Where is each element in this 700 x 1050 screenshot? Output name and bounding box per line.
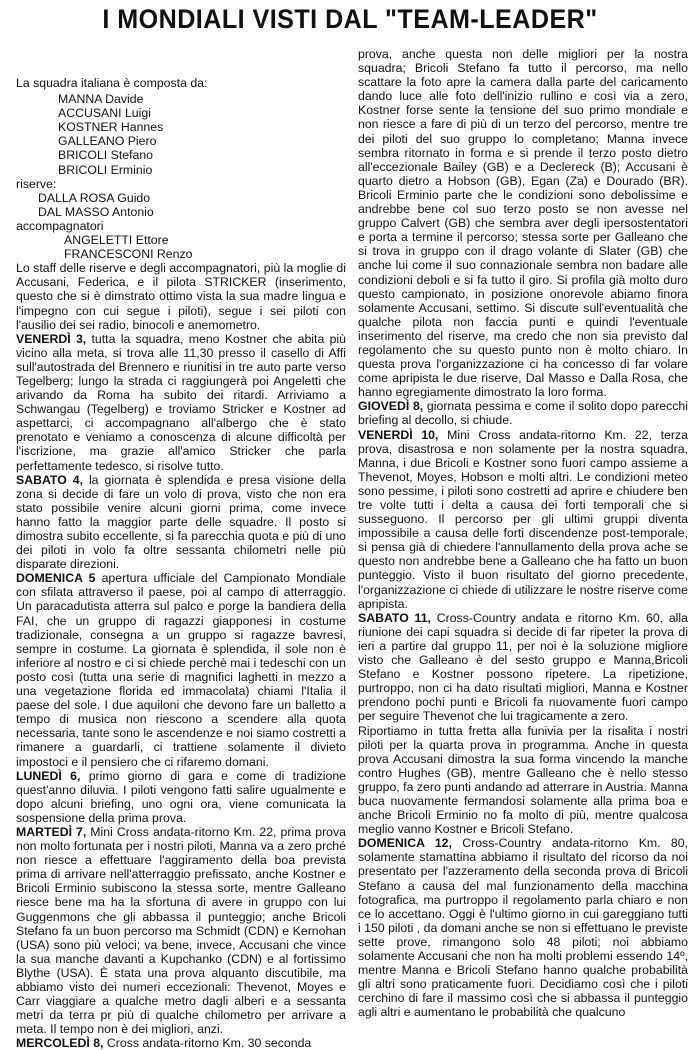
day-heading: VENERDÌ 3, bbox=[16, 331, 87, 346]
day-heading: SABATO 11, bbox=[358, 610, 431, 625]
paragraph-sabato-11 bbox=[358, 611, 688, 724]
paragraph-text: la giornata è splendida e presa visione della zona si decide di fare un volo di prova, visto che non era stato possibile venire alcuni giorni prima, come invece hanno fatto la maggior parte delle squadre. Il posto si dimostra subito eccellente, si fa parecchia quota e più di uno dei piloti in volo fa oltre sessanta chilometri nelle più disparate direzioni. bbox=[16, 472, 346, 572]
team-member: ACCUSANI Luigi bbox=[58, 106, 151, 121]
roster-intro: La squadra italiana è composta da: bbox=[16, 76, 208, 90]
reserve-member: DAL MASSO Antonio bbox=[38, 204, 154, 219]
team-member: KOSTNER Hannes bbox=[58, 120, 164, 135]
paragraph-text: Mini Cross andata-ritorno Km. 22, prima prova non molto fortunata per i nostri piloti, Manna va a zero prché non riesce a effettuare l'aggiramento della boa prevista prima di arrivare nell'atterraggio prefissato, anche Kostner e Bricoli Erminio subiscono la stessa sorte, mentre Galleano riesce bene ma ha la sfortuna di avere in gruppo con lui Guggenmons che gli abbassa il punteggio; anche Bricoli Stefano fa un buon percorso ma Schmidt (CDN) e Kernohan (USA) sono più veloci; va bene, invece, Accusani che vince la sua manche davanti a Kupchanko (CDN) e al fortissimo Blythe (USA). È stata una prova alquanto discutibile, ma abbiamo visto dei numeri eccezionali: Thevenot, Moyes e Carr viaggiare a qualche metro dagli alberi e a sessanta metri da terra pr più di qualche chilometro per arrivare a meta. Il tempo non è dei migliori, anzi. bbox=[16, 824, 346, 1037]
paragraph-text: Mini Cross andata-ritorno Km. 22, terza prova, disastrosa e non solamente per la nostra squadra, Manna, i due Bricoli e Kostner sono fuori campo assieme a Thevenot, Moyes, Hobson e molti altri. Le condizioni meteo sono pessime, i piloti sono costretti ad aprire e chiudere ben tre volte tutti i delta a causa dei forti temporali che si susseguono. Il percorso per gli ultimi gruppi diventa impossibile a causa delle forti discendenze post-temporale, si pensa già di chiedere l'annullamento della prova ache se questo non andrebbe bene a Galleano che ha fatto un buon punteggio. Visto il buon risultato del giorno precedente, l'organizzazione ci chiede di utilizzare le nostre riserve come apripista. bbox=[358, 427, 688, 611]
article-headline: I MONDIALI VISTI DAL "TEAM-LEADER" bbox=[102, 4, 598, 34]
paragraph-text: prova, anche questa non delle migliori per la nostra squadra; Bricoli Stefano fa tutto il percorso, ma nello scattare la foto apre la camera dalla parte del caricamento dando luce alle foto dell'inizio rullino e così via a zero, Kostner forse sente la tensione del suo primo mondiale e non riesce a fare di più di un terzo del percorso, mentre tre dei piloti del suo gruppo lo completano; Manna invece sembra ritornato in forma e si prende il terzo posto dietro all'eccezionale Bailey (GB) e a Declereck (B); Accusani è quarto dietro a Hobson (GB), Egan (Za) e Dourado (BR). Bricoli Erminio parte che le condizioni sono debolissime e andrebbe bene col suo terzo posto se non avesse nel gruppo Calvert (GB) che sembra aver degli ipersostentatori e porta a termine il percorso; stessa sorte per Galleano che si trova in gruppo con il drago volante di Slater (GB) che anche lui come il suo connazionale sembra non badare alle condizioni deboli e si fa tutto il giro. Si profila già molto duro questo campionato, in posizione onorevole abiamo finora solamente Accusani, settimo. Si discute sull'eventualità che qualche pilota non faccia punti e quindi l'eventuale inserimento del riserve, ma credo che non sia previsto dal regolamento che su questo punto non è molto chiaro. In questa prova l'organizzazione ci ha concesso di far volare come apripista le due riserve, Dal Masso e Dalla Rosa, che hanno egregiamente dimostrato la loro forma. bbox=[358, 47, 688, 400]
companion-member: FRANCESCONI Renzo bbox=[64, 247, 193, 262]
left-column bbox=[16, 76, 346, 1050]
paragraph-staff bbox=[16, 261, 346, 331]
paragraph-text: Cross-Country andata e ritorno Km. 60, alla riunione dei capi squadra si decide di far ripeter la prova di ieri a partire dal gruppo 11, per noi è la soluzione migliore visto che Galleano è del sesto gruppo e Manna,Bricoli Stefano e Kostner possono ripetere. La ripetizione, purtroppo, non ci ha dato risultati migliori, Manna e Kostner prendono pochi punti e Bricoli fa nuovamente fuori campo per seguire Thevenot che lui tragicamente a zero. bbox=[358, 610, 688, 724]
paragraph-lunedi-6 bbox=[16, 769, 346, 825]
day-heading: MERCOLEDÌ 8, bbox=[16, 1036, 104, 1050]
paragraph-venerdi-10 bbox=[358, 428, 688, 611]
day-heading: SABATO 4, bbox=[16, 472, 83, 487]
paragraph-mercoledi-8 bbox=[16, 1036, 346, 1050]
team-member: GALLEANO Piero bbox=[58, 134, 157, 149]
day-heading: VENERDÌ 10, bbox=[358, 427, 439, 442]
team-roster bbox=[16, 92, 346, 261]
team-member: BRICOLI Erminio bbox=[58, 162, 153, 177]
companions-label: accompagnatori bbox=[16, 218, 104, 233]
team-member: BRICOLI Stefano bbox=[58, 148, 154, 163]
paragraph-venerdi-3 bbox=[16, 332, 346, 473]
paragraph-mercoledi-8-cont bbox=[358, 47, 688, 399]
paragraph-text: giornata pessima e come il solito dopo parecchi briefing al decollo, si chiude. bbox=[358, 399, 688, 428]
paragraph-text: Cross-Country andata-ritorno Km. 80, solamente stamattina abbiamo il risultato del ricorso da noi presentato per l'azzeramento della seconda prova di Bricoli Stefano a causa del mal funzionamento della macchina fotografica, ma purtroppo il regolamento parla chiaro e non ce lo accettano. Oggi è l'ultimo giorno in cui gareggiano tutti i 150 piloti , da domani anche se non si effettuano le previste sette prove, rimangono solo 48 piloti; noi abbiamo solamente Accusani che non ha molti problemi essendo 14º, mentre Manna e Bricoli Stefano hanno qualche probabilità gli altri sono praticamente fuori. Decidiamo così che i piloti cerchino di fare il massimo così che si abbassa il punteggio agli altri e aumentano le probabilità che qualcuno bbox=[358, 836, 688, 1020]
day-heading: GIOVEDÌ 8, bbox=[358, 399, 424, 414]
paragraph-text: primo giorno di gara e come di tradizione quest'anno diluvia. I piloti vengono fatti salire ugualmente e dopo alcuni briefing, uno ogni ora, viene comunicata la sospensione della prima prova. bbox=[16, 768, 346, 825]
day-heading: MARTEDÌ 7, bbox=[16, 824, 87, 839]
day-heading: DOMENICA 12, bbox=[358, 836, 452, 851]
reserve-member: DALLA ROSA Guido bbox=[38, 190, 151, 205]
paragraph-text: Cross andata-ritorno Km. 30 seconda bbox=[103, 1036, 312, 1050]
paragraph-sabato-4 bbox=[16, 473, 346, 572]
day-heading: LUNEDÌ 6, bbox=[16, 768, 81, 783]
right-column bbox=[358, 47, 688, 1019]
paragraph-martedi-7 bbox=[16, 825, 346, 1036]
paragraph-text: Lo staff delle riserve e degli accompagnatori, più la moglie di Accusani, Federica, e il pilota STRICKER (inserimento, questo che si è dimstrato ottimo vista la sua madre lingua e l'impegno con cui segue i piloti), segue i sei piloti con l'ausilio dei sei radio, binocoli e anemometro. bbox=[16, 261, 346, 332]
paragraph-quarta-prova bbox=[358, 724, 688, 837]
paragraph-text: apertura ufficiale del Campionato Mondiale con sfilata attraverso il paese, poi al campo di atterraggio. Un paracadutista atterra sul palco e porge la bandiera della FAI, che un gruppo di ragazzi giapponesi in costume tradizionale, consegna a un gruppo si ragazze bavresi, sempre in costume. La giornata è splendida, il sole non è inferiore al nostro e ci si chiede perchè mai i tedeschi con un posto così (tutta una serie di magnifici laghetti in mezzo a una vegetazione florida ed immacolata) chiami l'Italia il paese del sole. I due aquiloni che devono fare un balletto a tempo di musica non riescono a scendere alla quota necessaria, tante sono le ascendenze e noi siamo costretti a rimanere a guardarli, ci trattiene solamente il divieto impostoci e il pensiero che ci rifaremo domani. bbox=[16, 571, 346, 769]
team-member: MANNA Davide bbox=[58, 92, 144, 107]
companion-member: ANGELETTI Ettore bbox=[64, 233, 169, 248]
paragraph-domenica-5 bbox=[16, 571, 346, 768]
day-heading: DOMENICA 5 bbox=[16, 571, 96, 586]
paragraph-text: tutta la squadra, meno Kostner che abita più vicino alla meta, si trova alle 11,30 presso il casello di Affi sull'autostrada del Brennero e riunitisi in tre auto parte verso Tegelberg; lungo la strada ci raggiungerà poi Angeletti che arivando da Roma ha subito dei ritardi. Arriviamo a Schwangau (Tegelberg) e troviamo Stricker e Kostner ad aspettarci, ci accompagnano all'albergo che è stato prenotato e veniamo a conoscenza di alcune difficoltà per l'iscrizione, ma grazie all'amico Stricker che parla perfettamente tedesco, si risolve tutto. bbox=[16, 331, 346, 473]
paragraph-text: Riportiamo in tutta fretta alla funivia per la risalita i nostri piloti per la quarta prova in programma. Anche in questa prova Accusani dimostra la sua forma vincendo la manche contro Hughes (GB), mentre Galleano che è nello stesso gruppo, fa zero punti andando ad atterrare in Austria. Manna buca nuovamente fermandosi solamente alla prima boa e anche Bricoli Erminio no fa molto di più, mentre qualcosa meglio vanno Kostner e Bricoli Stefano. bbox=[358, 723, 688, 837]
reserves-label: riserve: bbox=[16, 176, 57, 191]
paragraph-giovedi-8 bbox=[358, 399, 688, 427]
